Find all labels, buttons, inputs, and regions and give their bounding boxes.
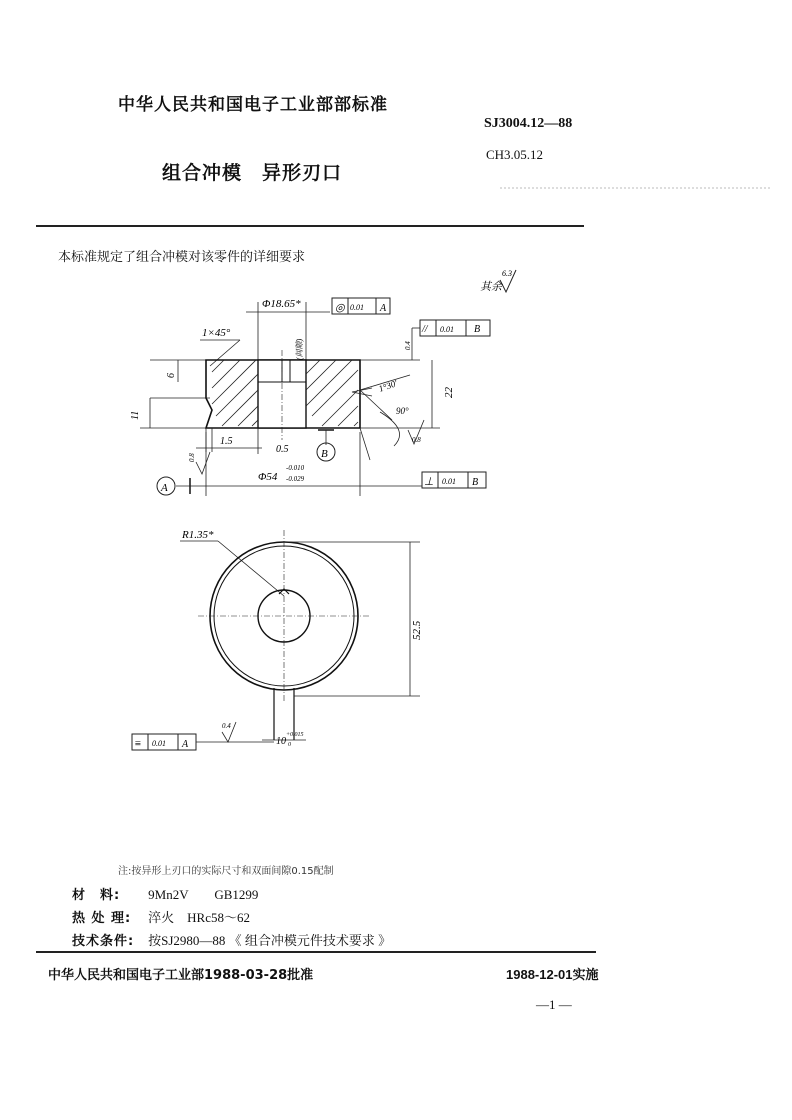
spec-value: 淬火 HRc58～62 bbox=[148, 910, 250, 925]
datum-b-label: B bbox=[321, 448, 328, 460]
roughness-rest-label: 其余 bbox=[480, 281, 502, 293]
plan-view bbox=[132, 529, 423, 750]
svg-text:0.01: 0.01 bbox=[350, 303, 364, 312]
svg-text:-0.010: -0.010 bbox=[286, 464, 305, 472]
svg-text:-0.029: -0.029 bbox=[286, 475, 305, 483]
svg-text:52.5: 52.5 bbox=[411, 620, 423, 640]
spec-value: 按SJ2980—88 《 组合冲模元件技术要求 》 bbox=[148, 933, 392, 948]
radius-label: R1.35* bbox=[182, 529, 214, 541]
note-text: 注:按异形上刃口的实际尺寸和双面间隙0.15配制 bbox=[118, 866, 334, 877]
svg-text:0.01: 0.01 bbox=[152, 739, 166, 748]
implementation-date: 1988-12-01实施 bbox=[506, 967, 599, 982]
roughness-rest-value: 6.3 bbox=[502, 269, 512, 278]
svg-text:0.4: 0.4 bbox=[404, 341, 412, 350]
svg-text:11: 11 bbox=[130, 410, 141, 420]
dia-top-label: Φ18.65* bbox=[262, 298, 301, 310]
svg-text:0.01: 0.01 bbox=[442, 477, 456, 486]
svg-text:22: 22 bbox=[443, 387, 455, 398]
svg-text:+0.015: +0.015 bbox=[286, 732, 304, 738]
svg-text:6: 6 bbox=[166, 373, 177, 378]
classification-number: CH3.05.12 bbox=[486, 147, 544, 162]
svg-text:1°30′: 1°30′ bbox=[377, 377, 399, 394]
svg-text:⊥: ⊥ bbox=[424, 476, 434, 488]
spec-heat-treatment bbox=[72, 907, 250, 926]
spec-label: 材 料: bbox=[72, 888, 121, 903]
tol-frame-parallel bbox=[412, 320, 490, 360]
spec-material bbox=[72, 884, 258, 903]
spec-label: 热 处 理: bbox=[72, 911, 132, 926]
svg-text:0.4: 0.4 bbox=[222, 722, 231, 730]
tol-frame-symmetry bbox=[132, 734, 274, 750]
svg-text:0.8: 0.8 bbox=[412, 436, 421, 444]
svg-text:90°: 90° bbox=[396, 406, 409, 416]
svg-text:1.5: 1.5 bbox=[220, 436, 233, 447]
svg-text:A: A bbox=[182, 739, 189, 750]
spec-label: 技术条件: bbox=[72, 934, 135, 949]
svg-text:(间隙): (间隙) bbox=[295, 338, 304, 360]
approval-text: 中华人民共和国电子工业部1988-03-28批准 bbox=[48, 968, 314, 983]
page-number: —1 — bbox=[536, 997, 572, 1012]
svg-text:◎: ◎ bbox=[335, 302, 345, 314]
svg-text://: // bbox=[422, 324, 428, 335]
dia-bottom-label: Φ54 bbox=[258, 471, 278, 483]
spec-value: 9Mn2V GB1299 bbox=[148, 887, 259, 902]
datum-a-label: A bbox=[161, 482, 168, 494]
svg-text:10: 10 bbox=[276, 736, 286, 747]
tol-frame-concentricity bbox=[332, 298, 390, 314]
chamfer-label: 1×45° bbox=[202, 327, 231, 339]
tol-frame-perpendicularity bbox=[422, 472, 486, 488]
section-view bbox=[130, 298, 490, 496]
svg-text:A: A bbox=[380, 303, 387, 314]
svg-text:≡: ≡ bbox=[134, 738, 142, 750]
svg-text:B: B bbox=[472, 477, 479, 488]
issuing-authority: 中华人民共和国电子工业部部标准 bbox=[118, 95, 388, 115]
svg-text:B: B bbox=[474, 324, 481, 335]
intro-text: 本标准规定了组合冲模对该零件的详细要求 bbox=[58, 250, 306, 265]
svg-text:0.8: 0.8 bbox=[188, 453, 196, 462]
svg-text:0.01: 0.01 bbox=[440, 325, 454, 334]
svg-text:0.5: 0.5 bbox=[276, 444, 289, 455]
document-title: 组合冲模 异形刃口 bbox=[162, 162, 343, 184]
spec-tech-conditions bbox=[72, 930, 391, 949]
svg-text:0: 0 bbox=[288, 742, 291, 748]
standard-number: SJ3004.12—88 bbox=[484, 116, 573, 131]
